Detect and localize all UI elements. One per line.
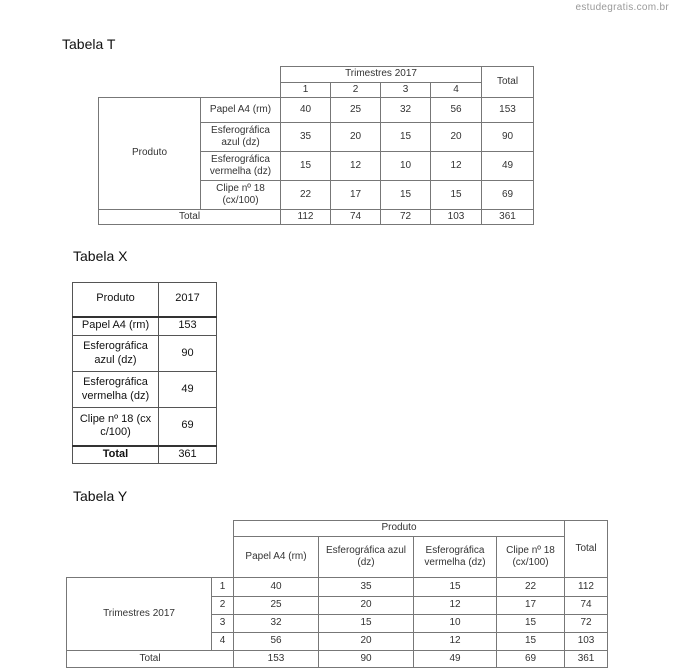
product-label: Clipe nº 18 (cx c/100) [73,408,159,446]
cell: 15 [281,152,331,181]
column-total: 74 [331,210,381,225]
column-total: 72 [381,210,431,225]
total-header: Total [482,67,534,98]
cell: 15 [497,633,565,651]
row-group-label: Trimestres 2017 [67,578,212,651]
cell: 15 [381,123,431,152]
cell: 40 [281,98,331,123]
cell: 25 [234,597,319,615]
product-header: Esferográfica vermelha (dz) [414,537,497,578]
cell: 25 [331,98,381,123]
quarter-header: 1 [281,83,331,98]
tabela-x [72,282,217,464]
total-value: 361 [159,446,217,464]
group-header: Produto [234,521,565,537]
column-total: 112 [281,210,331,225]
column-total: 49 [414,651,497,668]
cell: 40 [234,578,319,597]
quarter-header: 2 [331,83,381,98]
row-total: 69 [482,181,534,210]
product-label: Esferográfica vermelha (dz) [73,372,159,408]
cell: 10 [414,615,497,633]
product-header: Clipe nº 18 (cx/100) [497,537,565,578]
cell: 15 [319,615,414,633]
product-label: Clipe nº 18 (cx/100) [201,181,281,210]
total-row-label: Total [99,210,281,225]
cell: 35 [319,578,414,597]
cell: 56 [431,98,482,123]
tabela-y [66,520,608,668]
row-total: 153 [482,98,534,123]
cell: 12 [331,152,381,181]
tabela-t [98,66,534,225]
row-total: 72 [565,615,608,633]
header-product: Produto [73,283,159,317]
product-label: Papel A4 (rm) [201,98,281,123]
row-total: 112 [565,578,608,597]
cell: 10 [381,152,431,181]
quarter-header: 4 [431,83,482,98]
total-header: Total [565,521,608,578]
tabela-t-title: Tabela T [62,36,116,52]
product-label: Esferográfica vermelha (dz) [201,152,281,181]
cell: 69 [159,408,217,446]
cell: 15 [414,578,497,597]
quarter-label: 3 [212,615,234,633]
row-group-label: Produto [99,98,201,210]
cell: 15 [431,181,482,210]
cell: 12 [414,597,497,615]
column-total: 103 [431,210,482,225]
grand-total: 361 [565,651,608,668]
cell: 90 [159,336,217,372]
quarter-label: 2 [212,597,234,615]
cell: 32 [234,615,319,633]
cell: 22 [497,578,565,597]
product-label: Esferográfica azul (dz) [73,336,159,372]
cell: 20 [319,633,414,651]
blank-corner [67,521,234,578]
cell: 15 [497,615,565,633]
row-total: 49 [482,152,534,181]
cell: 17 [497,597,565,615]
product-header: Papel A4 (rm) [234,537,319,578]
grand-total: 361 [482,210,534,225]
cell: 12 [431,152,482,181]
watermark: estudegratis.com.br [575,2,669,13]
cell: 20 [431,123,482,152]
cell: 153 [159,317,217,336]
column-total: 69 [497,651,565,668]
product-header: Esferográfica azul (dz) [319,537,414,578]
cell: 56 [234,633,319,651]
cell: 17 [331,181,381,210]
quarter-label: 4 [212,633,234,651]
cell: 35 [281,123,331,152]
cell: 15 [381,181,431,210]
cell: 32 [381,98,431,123]
tabela-y-title: Tabela Y [73,488,128,504]
total-row-label: Total [67,651,234,668]
cell: 12 [414,633,497,651]
quarter-label: 1 [212,578,234,597]
total-label: Total [73,446,159,464]
column-total: 90 [319,651,414,668]
cell: 22 [281,181,331,210]
cell: 49 [159,372,217,408]
row-total: 74 [565,597,608,615]
header-year: 2017 [159,283,217,317]
group-header: Trimestres 2017 [281,67,482,83]
column-total: 153 [234,651,319,668]
row-total: 90 [482,123,534,152]
quarter-header: 3 [381,83,431,98]
cell: 20 [331,123,381,152]
row-total: 103 [565,633,608,651]
product-label: Esferográfica azul (dz) [201,123,281,152]
tabela-x-title: Tabela X [73,248,128,264]
cell: 20 [319,597,414,615]
blank-corner [99,67,281,98]
product-label: Papel A4 (rm) [73,317,159,336]
